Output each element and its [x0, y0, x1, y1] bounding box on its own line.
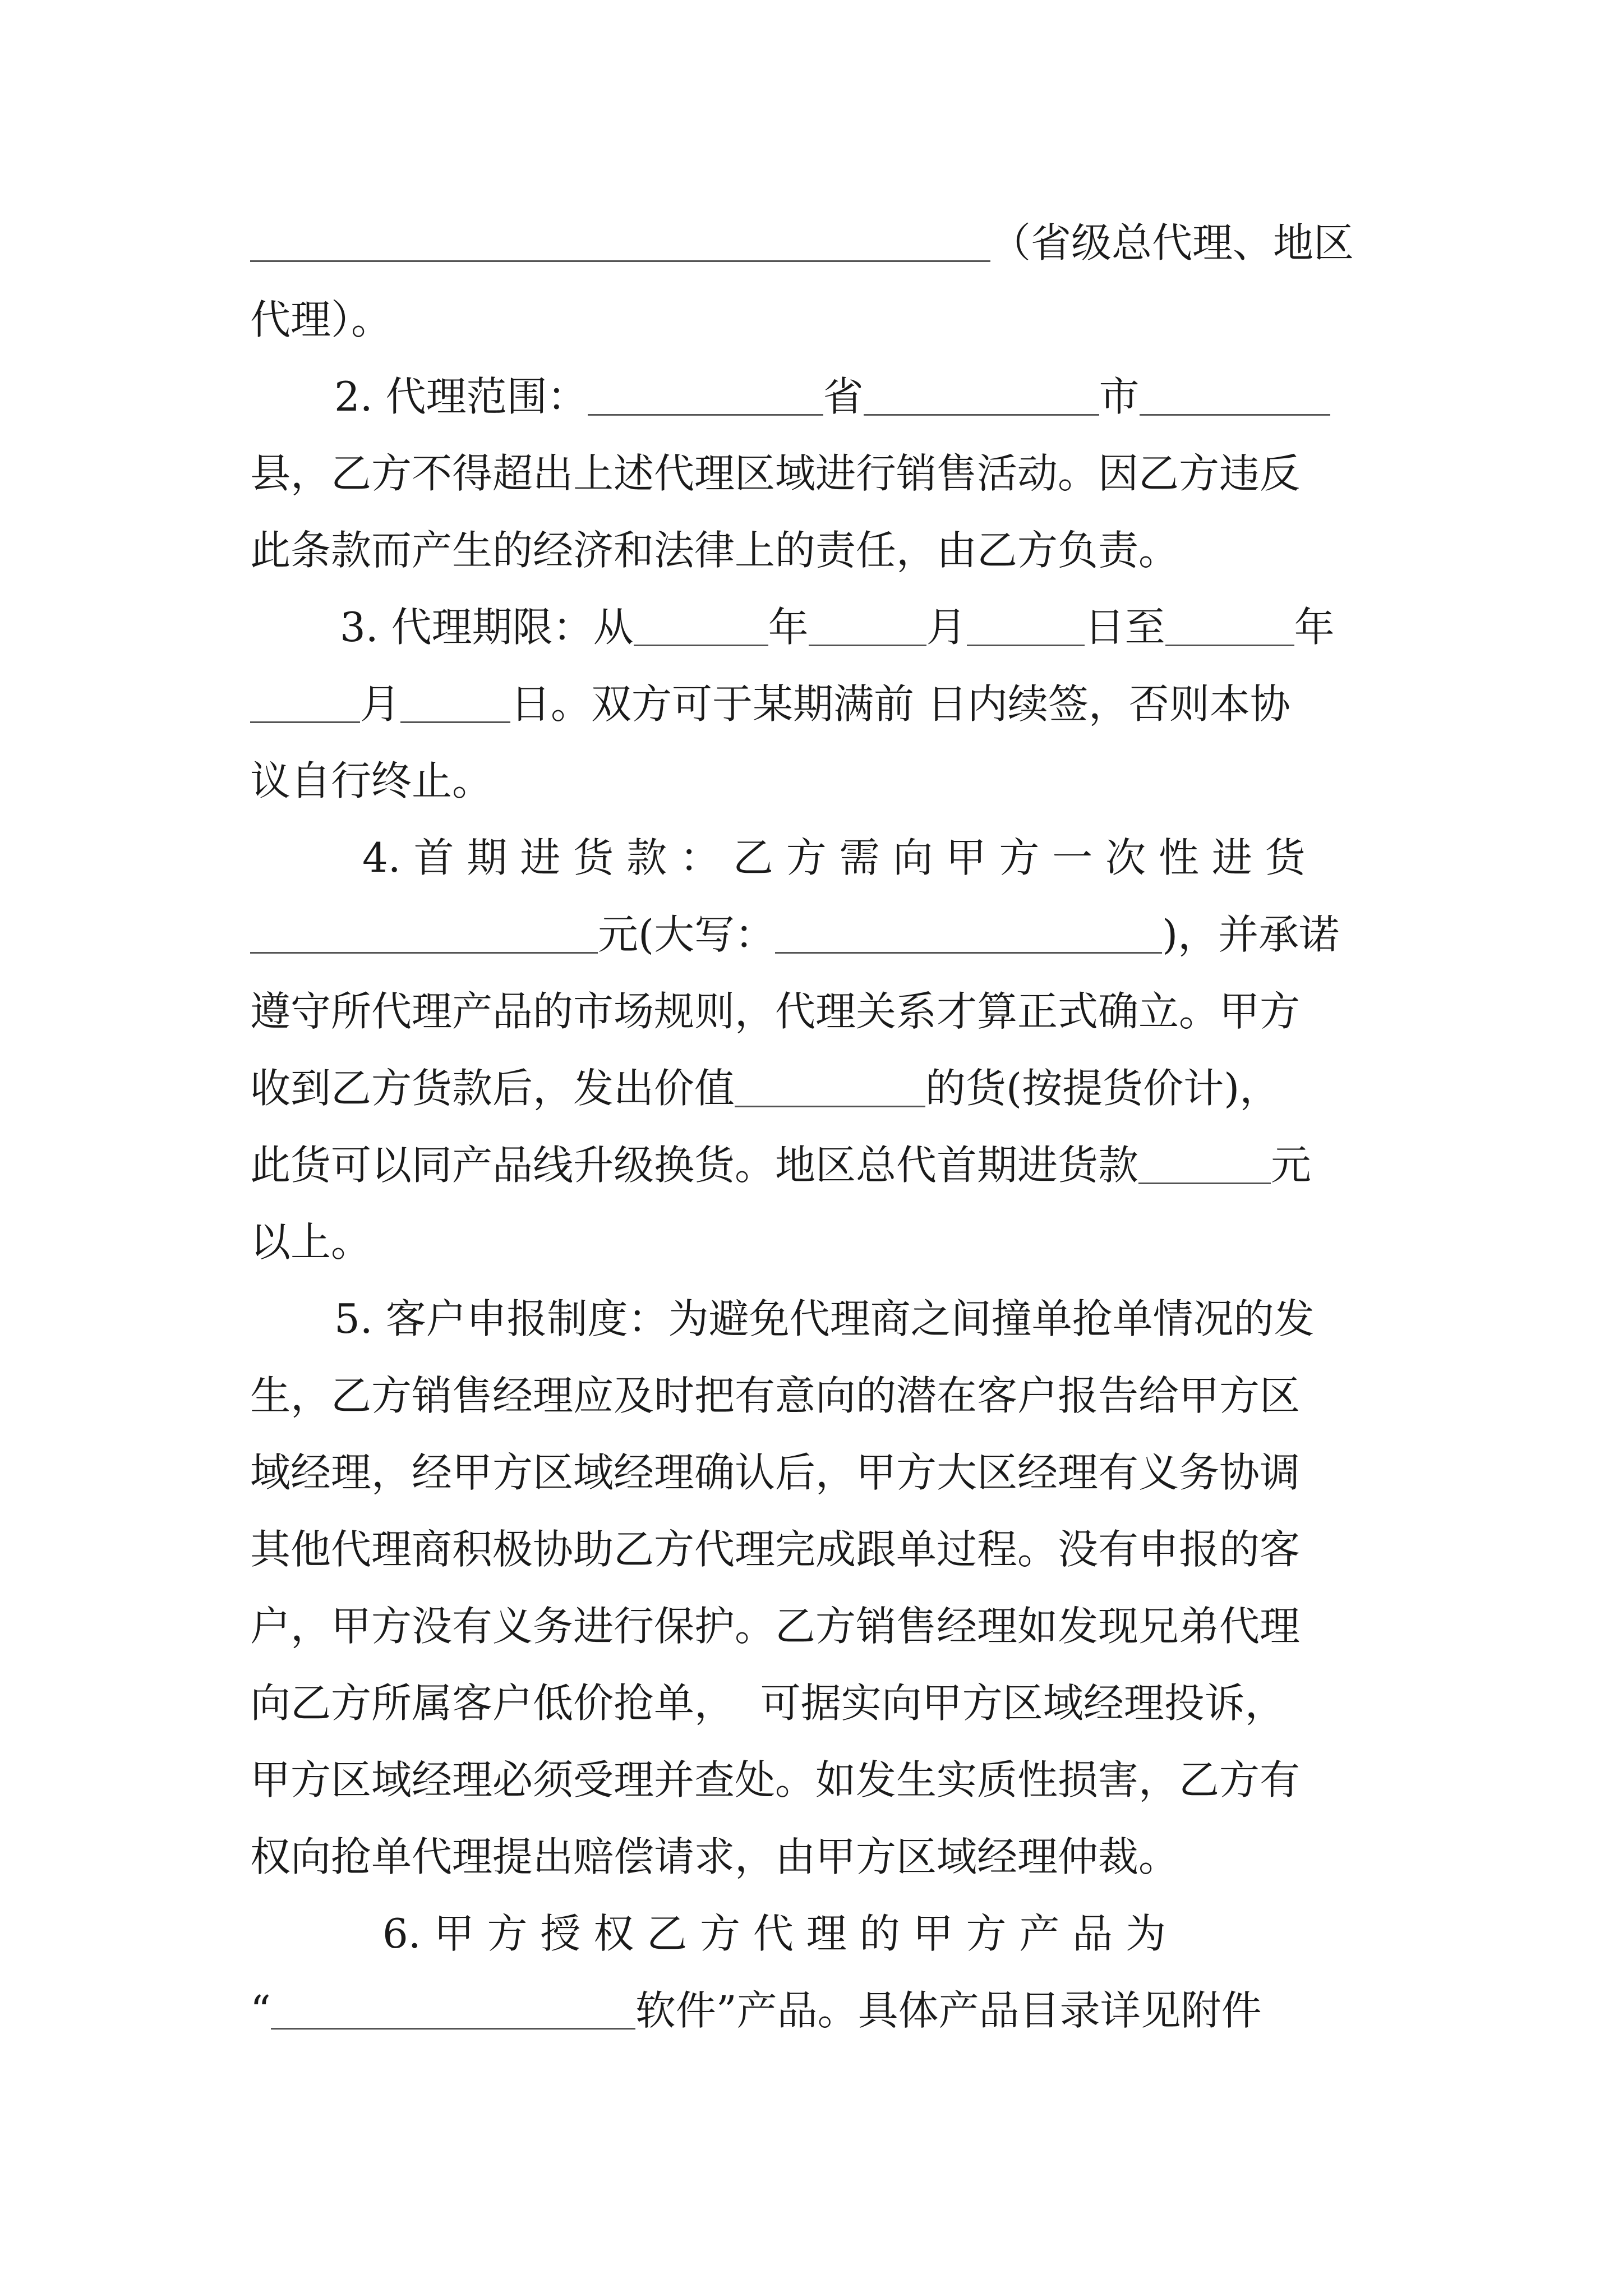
city-text: 市	[1099, 373, 1140, 420]
clause-1-line-2	[250, 282, 1389, 358]
blank-start-month	[809, 609, 926, 647]
clause-5-line-5	[250, 1588, 1389, 1665]
clause-text: 日。双方可于某期满前 日内续签，否则本协	[510, 680, 1290, 728]
clause-1-line-1	[250, 205, 1389, 282]
clause-6-line-1	[250, 1895, 1389, 1972]
clause-text: 元(大写：	[598, 911, 776, 958]
clause-text: 议自行终止。	[250, 757, 493, 804]
clause-5-line-4	[250, 1511, 1389, 1588]
clause-text: 软件”产品。具体产品目录详见附件	[635, 1987, 1262, 2034]
clause-2-line-2	[250, 435, 1389, 512]
clause-2-line-1	[250, 358, 1389, 435]
clause-3-line-2	[250, 666, 1389, 743]
clause-4-line-3	[250, 973, 1389, 1050]
clause-text: 收到乙方货款后，发出价值	[250, 1065, 735, 1112]
clause-text: 代理）。	[250, 296, 392, 343]
clause-text: （省级总代理、地区	[990, 219, 1354, 266]
blank-goods-value	[735, 1070, 925, 1108]
clause-text: 此条款而产生的经济和法律上的责任，由乙方负责。	[250, 527, 1179, 574]
clause-text: 以上。	[250, 1218, 372, 1266]
clause-text: 5. 客户申报制度：为避免代理商之间撞单抢单情况的发	[334, 1295, 1315, 1342]
clause-5-line-8	[250, 1819, 1389, 1895]
clause-text: 权向抢单代理提出赔偿请求，由甲方区域经理仲裁。	[250, 1833, 1179, 1880]
blank-field	[250, 224, 990, 263]
clause-text: 其他代理商积极协助乙方代理完成跟单过程。没有申报的客	[250, 1526, 1301, 1573]
year-text: 年	[768, 604, 809, 651]
clause-4-line-5	[250, 1127, 1389, 1204]
clause-3-label: 3. 代理期限：从	[340, 604, 634, 651]
clause-text: 遵守所代理产品的市场规则，代理关系才算正式确立。甲方	[250, 988, 1301, 1035]
clause-text: 域经理，经甲方区域经理确认后，甲方大区经理有义务协调	[250, 1449, 1301, 1496]
province-text: 省	[823, 373, 864, 420]
blank-regional-amount	[1138, 1147, 1271, 1185]
blank-county	[1140, 378, 1330, 416]
clause-text: 6. 甲 方 授 权 乙 方 代 理 的 甲 方 产 品 为	[382, 1910, 1166, 1957]
clause-4-line-4	[250, 1050, 1389, 1127]
clause-3-line-3	[250, 743, 1389, 820]
blank-city	[864, 378, 1099, 416]
blank-start-day	[967, 609, 1085, 647]
blank-end-month	[250, 685, 360, 724]
clause-text: 生，乙方销售经理应及时把有意向的潜在客户报告给甲方区	[250, 1372, 1301, 1419]
clause-5-line-3	[250, 1434, 1389, 1511]
clause-text: 此货可以同产品线升级换货。地区总代首期进货款	[250, 1142, 1139, 1189]
clause-5-line-7	[250, 1742, 1389, 1819]
blank-end-day	[400, 685, 510, 724]
blank-province	[588, 378, 823, 416]
clause-5-line-2	[250, 1358, 1389, 1434]
blank-amount	[250, 916, 598, 954]
clause-text: 的货(按提货价计)，	[925, 1065, 1280, 1112]
clause-text: 县，乙方不得超出上述代理区域进行销售活动。因乙方违反	[250, 450, 1301, 497]
clause-text: 4. 首 期 进 货 款 ： 乙 方 需 向 甲 方 一 次 性 进 货	[362, 834, 1306, 881]
clause-4-line-2	[250, 896, 1389, 973]
blank-start-year	[634, 609, 768, 647]
blank-software-name	[271, 1992, 635, 2030]
day-to-text: 日至	[1084, 604, 1165, 651]
blank-end-year	[1165, 609, 1294, 647]
clause-4-line-6	[250, 1204, 1389, 1281]
clause-text: )，并承诺	[1162, 911, 1340, 958]
clause-4-line-1	[250, 820, 1389, 896]
clause-3-line-1	[250, 589, 1389, 666]
clause-2-label: 2. 代理范围：	[334, 373, 588, 420]
clause-2-line-3	[250, 512, 1389, 589]
blank-amount-capital	[775, 916, 1162, 954]
clause-6-line-2	[250, 1972, 1389, 2049]
clause-5-line-6	[250, 1665, 1389, 1742]
clause-5-line-1	[250, 1281, 1389, 1358]
quote-open: “	[250, 1987, 271, 2034]
clause-text: 向乙方所属客户低价抢单， 可据实向甲方区域经理投诉，	[250, 1680, 1285, 1727]
clause-text: 甲方区域经理必须受理并查处。如发生实质性损害，乙方有	[250, 1756, 1301, 1803]
month-text: 月	[926, 604, 967, 651]
clause-text: 元	[1271, 1142, 1312, 1189]
year-text: 年	[1294, 604, 1335, 651]
clause-text: 户，甲方没有义务进行保护。乙方销售经理如发现兄弟代理	[250, 1603, 1301, 1650]
month-text: 月	[360, 680, 401, 728]
